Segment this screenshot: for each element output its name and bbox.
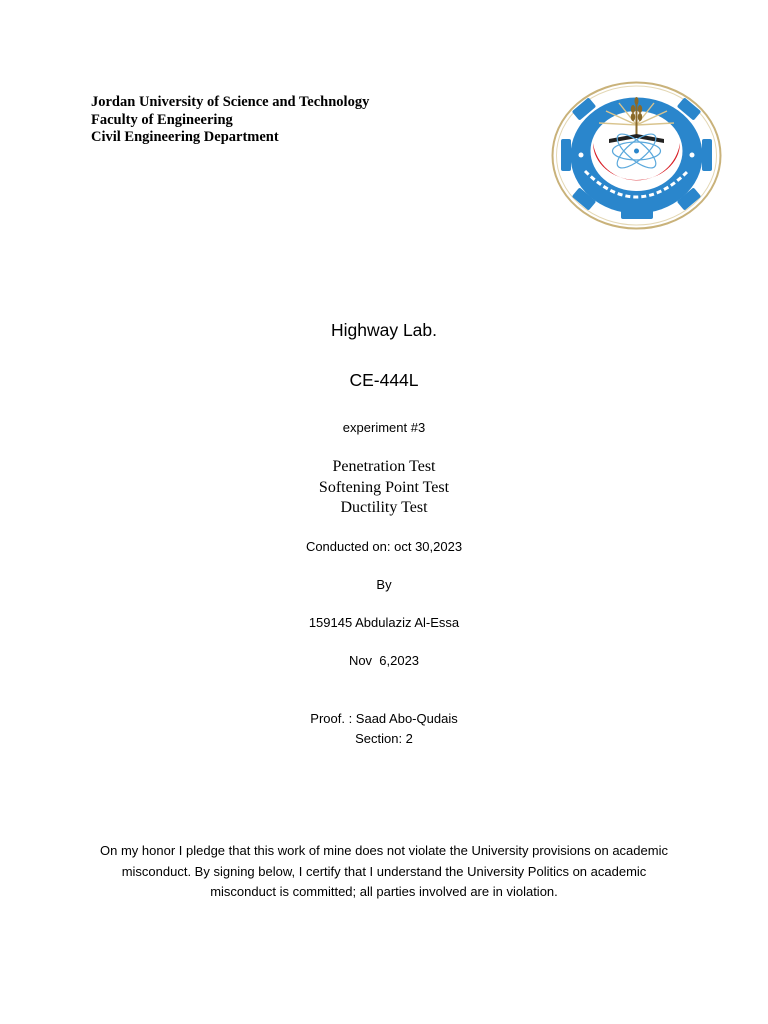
submission-date: Nov 6,2023 <box>348 653 420 668</box>
test-item: Softening Point Test <box>318 478 450 496</box>
instructor-name: Proof. : Saad Abo-Qudais <box>310 711 458 726</box>
course-code: CE-444L <box>349 370 419 390</box>
experiment-number: experiment #3 <box>342 420 426 435</box>
test-item: Penetration Test <box>332 458 436 475</box>
test-list <box>0 457 768 519</box>
section-number: Section: 2 <box>355 731 413 746</box>
student-name: 159145 Abdulaziz Al-Essa <box>308 615 460 630</box>
instructor-block <box>0 709 768 749</box>
university-name: Jordan University of Science and Technology <box>91 94 370 110</box>
conducted-date: Conducted on: oct 30,2023 <box>305 539 463 554</box>
by-label: By <box>376 577 392 592</box>
faculty-name: Faculty of Engineering <box>91 111 233 128</box>
lab-title: Highway Lab. <box>330 320 438 340</box>
test-item: Ductility Test <box>340 499 428 516</box>
university-seal-icon <box>551 81 722 230</box>
honor-statement: On my honor I pledge that this work of mine does not violate the University provisions on academic misconduct. By signing below, I certify that I understand the University Politics on academic misconduct is committed; all parties involved are in violation. <box>100 843 668 899</box>
university-header <box>91 94 369 147</box>
department-name: Civil Engineering Department <box>91 129 279 145</box>
